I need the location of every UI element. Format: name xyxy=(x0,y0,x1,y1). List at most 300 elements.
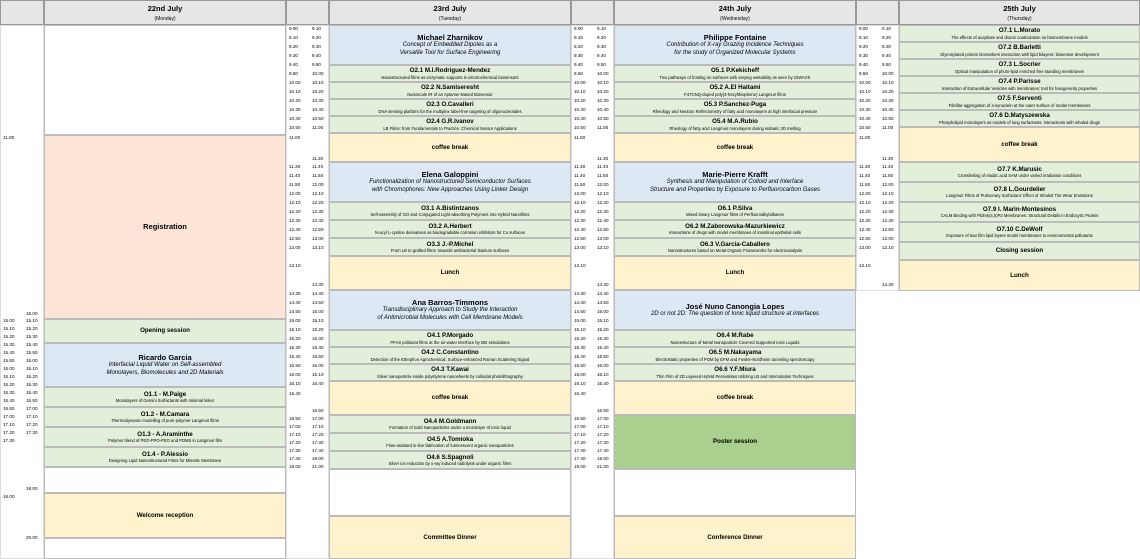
time-label: 11.40 xyxy=(859,173,871,178)
time-label: 15.50 xyxy=(312,354,324,359)
speaker-name: Michael Zharnikov xyxy=(417,32,483,42)
talk-title: Silver ion reduction by x-ray induced radiolysis under organic films xyxy=(388,461,512,467)
talk-o64 xyxy=(614,330,856,347)
time-label: 10.30 xyxy=(597,98,609,103)
time-label: 14.30 xyxy=(289,291,301,296)
lunch-label: Lunch xyxy=(1010,271,1029,279)
speaker: O6.5 M.Nakayama xyxy=(708,349,762,356)
talk-o22 xyxy=(329,82,571,99)
speaker: O6.4 M.Rabe xyxy=(716,332,754,339)
time-label: 17.30 xyxy=(3,438,15,443)
time-label: 12.30 xyxy=(289,218,301,223)
time-label: 11.50 xyxy=(312,173,324,178)
speaker: O7.8 L.Gourdelier xyxy=(993,185,1046,193)
time-label: 9.40 xyxy=(289,62,298,67)
talk-o74 xyxy=(899,76,1140,93)
time-label: 9.10 xyxy=(312,26,321,31)
time-label: 9.00 xyxy=(859,26,868,31)
time-label: 16.10 xyxy=(3,374,15,379)
time-label: 13.00 xyxy=(289,245,301,250)
time-label: 16.30 xyxy=(3,390,15,395)
speaker: O1.2 - M.Camara xyxy=(140,410,190,418)
time-label: 9.20 xyxy=(312,35,321,40)
time-label: 9.50 xyxy=(312,62,321,67)
time-label: 10.40 xyxy=(574,116,586,121)
time-label: 17.20 xyxy=(597,432,609,437)
time-label: 16.50 xyxy=(26,398,38,403)
talk-title: Rheology and Neutron Reflectometry of fatty acid monolayers at high interfacial pressure xyxy=(652,108,818,114)
time-label: 10.00 xyxy=(597,71,609,76)
time-label: 15.20 xyxy=(312,327,324,332)
mon-time-cell xyxy=(0,25,44,559)
time-label: 11.30 xyxy=(574,164,586,169)
time-label: 9.10 xyxy=(597,26,606,31)
time-label: 11.40 xyxy=(289,173,301,178)
time-label: 10.10 xyxy=(289,89,301,94)
time-label: 9.50 xyxy=(882,62,891,67)
time-label: 16.10 xyxy=(26,366,38,371)
speaker: O7.6 D.Matyszewska xyxy=(989,112,1050,119)
time-label: 14.40 xyxy=(289,300,301,305)
lunch-block xyxy=(329,256,571,290)
time-label: 15.30 xyxy=(574,345,586,350)
lunch-label: Lunch xyxy=(440,269,460,277)
time-label: 19.00 xyxy=(574,464,586,469)
talk-title: Exposure of tear film lipid layers model membranes to environmental pollutants xyxy=(946,233,1093,239)
speaker-name: Philippe Fontaine xyxy=(703,32,767,42)
time-label: 12.40 xyxy=(289,227,301,232)
conference-dinner-block xyxy=(614,516,856,559)
talk-title: Thermodynamic modelling of pure polymer Langmuir films xyxy=(111,418,219,424)
time-label: 12.30 xyxy=(574,218,586,223)
time-label: 16.10 xyxy=(289,381,301,386)
poster-session-block xyxy=(614,415,856,469)
time-label: 15.10 xyxy=(289,327,301,332)
time-label: 17.10 xyxy=(289,432,301,437)
time-label: 10.30 xyxy=(312,98,324,103)
time-label: 12.00 xyxy=(574,191,586,196)
speaker: O7.2 B.Barletti xyxy=(998,44,1041,51)
talk-title: CALM Binding with PtdIns(4,5)P2 Membranes: Structural Details in Endocytic Protein xyxy=(940,213,1099,219)
time-label: 17.30 xyxy=(574,448,586,453)
speaker: O2.3 O.Cavalleri xyxy=(426,101,474,108)
time-label: 13.10 xyxy=(882,245,894,250)
time-label: 11.30 xyxy=(859,164,871,169)
day-weekday: (Monday) xyxy=(154,16,176,22)
time-label: 17.40 xyxy=(597,448,609,453)
keynote-canongia-lopes xyxy=(614,290,856,330)
coffee-break-block-2 xyxy=(329,381,571,415)
talk-o44 xyxy=(329,415,571,433)
talk-o62 xyxy=(614,220,856,238)
talk-o78 xyxy=(899,182,1140,202)
time-label: 15.20 xyxy=(289,336,301,341)
time-label: 9.50 xyxy=(597,62,606,67)
talk-o65 xyxy=(614,347,856,364)
time-label: 16.10 xyxy=(312,372,324,377)
time-label: 9.30 xyxy=(574,53,583,58)
talk-o76 xyxy=(899,110,1140,127)
time-label: 15.10 xyxy=(574,327,586,332)
time-label: 12.10 xyxy=(289,200,301,205)
time-label: 17.20 xyxy=(289,440,301,445)
time-label: 17.00 xyxy=(312,416,324,421)
time-label: 11.50 xyxy=(859,182,871,187)
time-label: 11.40 xyxy=(597,164,609,169)
time-label: 15.30 xyxy=(597,336,609,341)
time-label: 12.00 xyxy=(859,191,871,196)
talk-o75 xyxy=(899,93,1140,110)
time-label: 10.20 xyxy=(597,89,609,94)
speaker: O7.1 L.Morato xyxy=(998,27,1041,34)
speaker: O7.10 C.DeWolf xyxy=(996,225,1043,233)
speaker: O6.1 P.Silva xyxy=(717,204,753,212)
time-label: 15.10 xyxy=(312,318,324,323)
time-label: 9.20 xyxy=(597,35,606,40)
talk-o77 xyxy=(899,162,1140,182)
talk-o710 xyxy=(899,222,1140,242)
talk-o33 xyxy=(329,238,571,256)
time-label: 12.50 xyxy=(859,236,871,241)
time-label: 14.30 xyxy=(312,282,324,287)
talk-title: Interfacial Liquid Water on Self-assembled xyxy=(108,362,222,369)
time-label: 14.40 xyxy=(312,291,324,296)
time-label: 9.50 xyxy=(859,71,868,76)
speaker: O3.2 A.Herbert xyxy=(428,222,472,230)
time-label: 12.10 xyxy=(312,191,324,196)
time-label: 10.50 xyxy=(882,116,894,121)
time-label: 17.00 xyxy=(597,416,609,421)
time-label: 18.00 xyxy=(26,486,38,491)
time-label: 9.40 xyxy=(597,53,606,58)
time-label: 17.10 xyxy=(3,422,15,427)
time-label: 11.30 xyxy=(312,156,324,161)
talk-o42 xyxy=(329,347,571,364)
time-label: 13.00 xyxy=(597,236,609,241)
time-label: 17.30 xyxy=(597,440,609,445)
talk-title: N-acyl L-cystine derivatives as biodegradable corrosion inhibitors for Cu surfaces xyxy=(374,230,526,236)
talk-title: Nanoscale IR of an Aptamer-Based Biosensor xyxy=(407,91,493,97)
time-label: 17.30 xyxy=(289,448,301,453)
time-label: 9.40 xyxy=(574,62,583,67)
talk-title: Interaction of Extracellular Vesicles with membranes: tool for fusogenicity properties xyxy=(941,85,1097,91)
registration-label: Registration xyxy=(143,222,187,232)
time-label: 11.40 xyxy=(882,164,894,169)
time-label: 21.00 xyxy=(597,464,609,469)
time-label: 16.40 xyxy=(289,391,301,396)
day-header-wednesday xyxy=(614,0,856,25)
time-label: 12.30 xyxy=(312,209,324,214)
time-label: 15.00 xyxy=(312,309,324,314)
time-label: 9.40 xyxy=(882,53,891,58)
time-label: 10.00 xyxy=(574,80,586,85)
time-label: 17.40 xyxy=(312,448,324,453)
time-label: 15.40 xyxy=(26,342,38,347)
time-label: 14.40 xyxy=(597,291,609,296)
time-label: 9.10 xyxy=(882,26,891,31)
closing-label: Closing session xyxy=(995,247,1044,255)
time-label: 11.30 xyxy=(597,156,609,161)
coffee-break-block xyxy=(614,133,856,162)
time-label: 14.50 xyxy=(289,309,301,314)
time-label: 9.40 xyxy=(859,62,868,67)
talk-o46 xyxy=(329,451,571,469)
time-label: 16.20 xyxy=(26,374,38,379)
time-label: 21.00 xyxy=(312,464,324,469)
speaker-name: Ricardo Garcia xyxy=(138,352,192,362)
talk-o13 xyxy=(44,427,286,447)
time-label: 14.50 xyxy=(312,300,324,305)
time-label: 16.20 xyxy=(3,382,15,387)
time-label: 16.10 xyxy=(574,381,586,386)
time-label: 9.40 xyxy=(312,53,321,58)
empty-slot xyxy=(44,467,286,493)
time-label: 15.50 xyxy=(26,350,38,355)
time-label: 10.50 xyxy=(574,125,586,130)
time-label: 15.00 xyxy=(289,318,301,323)
speaker: O3.1 A.Bistintzanos xyxy=(421,204,479,212)
time-label: 17.40 xyxy=(574,456,586,461)
day-weekday: (Wednesday) xyxy=(720,16,750,22)
time-label: 16.00 xyxy=(289,372,301,377)
time-label: 17.20 xyxy=(26,422,38,427)
time-label: 15.40 xyxy=(312,345,324,350)
speaker: O1.3 - A.Araminthe xyxy=(137,430,193,438)
time-label: 12.20 xyxy=(859,209,871,214)
time-label: 12.00 xyxy=(882,182,894,187)
time-label: 19.00 xyxy=(289,464,301,469)
talk-title: for the study of Organized Molecular Systems xyxy=(674,49,796,56)
empty-slot xyxy=(329,469,571,516)
time-label: 15.20 xyxy=(26,326,38,331)
speaker: O2.1 M.I.Rodriguez-Mendez xyxy=(409,67,491,74)
time-label: 9.20 xyxy=(574,44,583,49)
talk-title: PFAS pollutant films at the air-water interface by MD simulations xyxy=(390,339,510,345)
time-label: 12.10 xyxy=(574,200,586,205)
talk-o32 xyxy=(329,220,571,238)
talk-o71 xyxy=(899,25,1140,42)
day-date: 22nd July xyxy=(147,4,183,13)
time-label: 13.10 xyxy=(312,245,324,250)
time-label: 16.00 xyxy=(26,358,38,363)
time-label: 12.10 xyxy=(882,191,894,196)
coffee-label: coffee break xyxy=(431,394,469,402)
time-label: 12.30 xyxy=(597,209,609,214)
time-label: 10.30 xyxy=(289,107,301,112)
dinner-label: Committee Dinner xyxy=(423,533,477,541)
time-label: 11.30 xyxy=(882,156,894,161)
corner-header xyxy=(0,0,44,25)
time-label: 15.40 xyxy=(597,345,609,350)
talk-title: DNA sensing platform for the multiplex label-free targeting of oligonucleotides xyxy=(378,108,522,114)
opening-label: Opening session xyxy=(140,327,190,335)
time-label: 12.40 xyxy=(859,227,871,232)
time-label: 12.20 xyxy=(882,200,894,205)
talk-title: Phospholipid monolayers as models of lung surfactants: interactions with inhaled drugs xyxy=(938,119,1101,125)
time-label: 9.30 xyxy=(859,53,868,58)
speaker: O4.6 S.Spagnoli xyxy=(426,453,474,461)
time-label: 10.10 xyxy=(312,80,324,85)
time-label: 10.00 xyxy=(312,71,324,76)
time-label: 10.10 xyxy=(597,80,609,85)
time-label: 11.00 xyxy=(597,125,609,130)
day-header-thursday xyxy=(899,0,1140,25)
time-label: 15.10 xyxy=(26,318,38,323)
time-label: 11.00 xyxy=(574,135,586,140)
time-label: 15.20 xyxy=(3,334,15,339)
time-label: 15.40 xyxy=(574,354,586,359)
talk-title: Functionalization of Nanostructured Semiconductor Surfaces xyxy=(369,179,531,186)
time-label: 15.10 xyxy=(3,326,15,331)
time-label: 12.20 xyxy=(574,209,586,214)
talk-o41 xyxy=(329,330,571,347)
talk-title: of Antimicrobial Molecules with Cell Membrane Models xyxy=(377,314,523,321)
talk-title: Mixed binary Langmuir films of Perfluoroalkylalkanes xyxy=(686,212,784,218)
talk-title: The effects of acephate and diuron coaticulation on biomembrane models xyxy=(951,34,1088,40)
time-label: 14.50 xyxy=(597,300,609,305)
time-label: 11.00 xyxy=(3,135,15,140)
time-label: 12.40 xyxy=(882,218,894,223)
talk-o21 xyxy=(329,65,571,82)
time-label: 11.40 xyxy=(312,164,324,169)
time-label: 17.00 xyxy=(574,424,586,429)
time-label: 10.50 xyxy=(859,125,871,130)
talk-title: Synthesis and Manipulation of Colloid and Interface xyxy=(666,179,804,186)
time-label: 11.00 xyxy=(312,125,324,130)
time-label: 19.00 xyxy=(312,456,324,461)
time-label: 15.00 xyxy=(3,318,15,323)
talk-title: Optical manipulation of photo-lipid enriched free standing membranes xyxy=(955,68,1084,74)
time-label: 13.10 xyxy=(597,245,609,250)
time-label: 14.40 xyxy=(574,300,586,305)
talk-title: F4TCNQ-doped poly(3-hexylthiophene) Langmuir films xyxy=(684,91,786,97)
time-label: 11.00 xyxy=(882,125,894,130)
time-label: 9.20 xyxy=(289,44,298,49)
talk-title: Electrostatic properties of POM by EFM and Fowler-Nordheim tunneling spectroscopy xyxy=(655,356,815,362)
talk-title: Crosslinking of elaidic acid SAM under varied irradiation conditions xyxy=(957,173,1082,179)
time-label: 15.10 xyxy=(597,318,609,323)
time-label: 15.40 xyxy=(3,350,15,355)
time-label: 18.00 xyxy=(3,494,15,499)
talk-title: Formation of Gold Nanoparticles under a monolayer of ionic liquid xyxy=(389,425,511,431)
time-label: 17.20 xyxy=(3,430,15,435)
keynote-galoppini xyxy=(329,162,571,202)
speaker-name: Marie-Pierre Krafft xyxy=(702,169,768,179)
talk-title: Langmuir Films of Pulmonary Surfactant: Effect of Inhaled Tire Wear Emissions xyxy=(946,193,1093,199)
time-label: 10.10 xyxy=(882,80,894,85)
time-label: 15.50 xyxy=(574,363,586,368)
time-label: 15.50 xyxy=(289,363,301,368)
speaker: O4.2 C.Constantino xyxy=(421,349,479,356)
time-label: 12.10 xyxy=(597,191,609,196)
dinner-label: Conference Dinner xyxy=(707,533,763,541)
talk-title: Rheology of fatty acid Langmuir monolayers during isobaric 2D melting xyxy=(669,125,801,131)
speaker-name: Ana Barros-Timmons xyxy=(411,297,489,307)
closing-session-block xyxy=(899,242,1140,260)
coffee-label: coffee break xyxy=(431,143,469,151)
talk-title: Transdisciplinary Approach to Study the Interaction xyxy=(382,307,518,314)
speaker-name: Elena Galoppini xyxy=(421,169,479,179)
speaker: O3.3 J.-P.Michel xyxy=(426,240,474,248)
time-header xyxy=(856,0,899,25)
time-label: 9.10 xyxy=(859,35,868,40)
talk-title: Self-assembly of GO and Conjugated Light-absorbing Polymers into Hybrid Nanofilms xyxy=(370,212,530,218)
opening-session-block xyxy=(44,319,286,343)
time-label: 10.10 xyxy=(574,89,586,94)
talk-o63 xyxy=(614,238,856,256)
talk-title: Interactions of drugs with model membranes of intestinal epithelial cells xyxy=(669,230,801,236)
time-label: 16.40 xyxy=(26,390,38,395)
time-label: 12.10 xyxy=(859,200,871,205)
time-label: 11.00 xyxy=(289,135,301,140)
time-label: 12.20 xyxy=(597,200,609,205)
time-label: 10.20 xyxy=(574,98,586,103)
speaker: O4.1 P.Morgado xyxy=(426,332,474,339)
time-label: 14.50 xyxy=(574,309,586,314)
time-label: 9.10 xyxy=(289,35,298,40)
time-label: 17.00 xyxy=(26,406,38,411)
registration-block xyxy=(44,135,286,319)
speaker: O7.4 P.Parisse xyxy=(998,78,1041,85)
time-label: 12.40 xyxy=(597,218,609,223)
time-label: 9.50 xyxy=(289,71,298,76)
time-label: 12.00 xyxy=(312,182,324,187)
time-label: 12.00 xyxy=(597,182,609,187)
coffee-label: coffee break xyxy=(716,143,754,151)
time-label: 12.50 xyxy=(312,227,324,232)
talk-title: LB Films: from Fundamentals to Practice. Chemical Sensor Applications xyxy=(383,125,517,131)
speaker: O6.2 M.Zaborowska-Mazurkiewicz xyxy=(685,222,785,230)
speaker: O7.9 I. Marin-Montesinos xyxy=(982,205,1057,213)
time-label: 20.00 xyxy=(26,535,38,540)
time-label: 12.30 xyxy=(882,209,894,214)
time-label: 9.10 xyxy=(574,35,583,40)
talk-o12 xyxy=(44,407,286,427)
coffee-label: coffee break xyxy=(1001,140,1038,148)
empty-slot xyxy=(44,538,286,559)
time-label: 12.40 xyxy=(312,218,324,223)
time-label: 16.50 xyxy=(3,406,15,411)
speaker: O1.4 - P.Alessio xyxy=(142,450,188,458)
talk-o79 xyxy=(899,202,1140,222)
talk-o23 xyxy=(329,99,571,116)
time-label: 10.00 xyxy=(859,80,871,85)
time-label: 10.00 xyxy=(289,80,301,85)
time-label: 14.30 xyxy=(574,291,586,296)
talk-o72 xyxy=(899,42,1140,59)
speaker: O5.2 A.El Haitami xyxy=(709,84,761,91)
speaker: O5.1 P.Kekicheff xyxy=(710,67,760,74)
talk-o73 xyxy=(899,59,1140,76)
time-label: 15.00 xyxy=(574,318,586,323)
time-label: 12.50 xyxy=(574,236,586,241)
time-label: 17.10 xyxy=(312,424,324,429)
time-label: 15.50 xyxy=(597,354,609,359)
time-label: 11.50 xyxy=(289,182,301,187)
talk-title: Fibrillar aggregation of a-synuclein at the outer surface of model membranes xyxy=(948,102,1091,108)
speaker: O4.4 M.Goldmann xyxy=(423,417,477,425)
time-label: 16.50 xyxy=(312,408,324,413)
talk-o54 xyxy=(614,116,856,133)
time-label: 15.40 xyxy=(289,354,301,359)
keynote-garcia xyxy=(44,343,286,387)
talk-title: Two pathways of frosting on surfaces with varying wettability as seen by GIWAXS xyxy=(659,74,811,80)
keynote-fontaine xyxy=(614,25,856,65)
talk-title: Thin Film of 2D Layered Hybrid Perovskites Utilizing LB and Intercalation Techniques xyxy=(656,373,814,379)
talk-title: Designing Lipid Nanostructured Films for Mimetic Membrane xyxy=(108,458,222,464)
time-label: 12.50 xyxy=(289,236,301,241)
time-label: 10.50 xyxy=(312,116,324,121)
